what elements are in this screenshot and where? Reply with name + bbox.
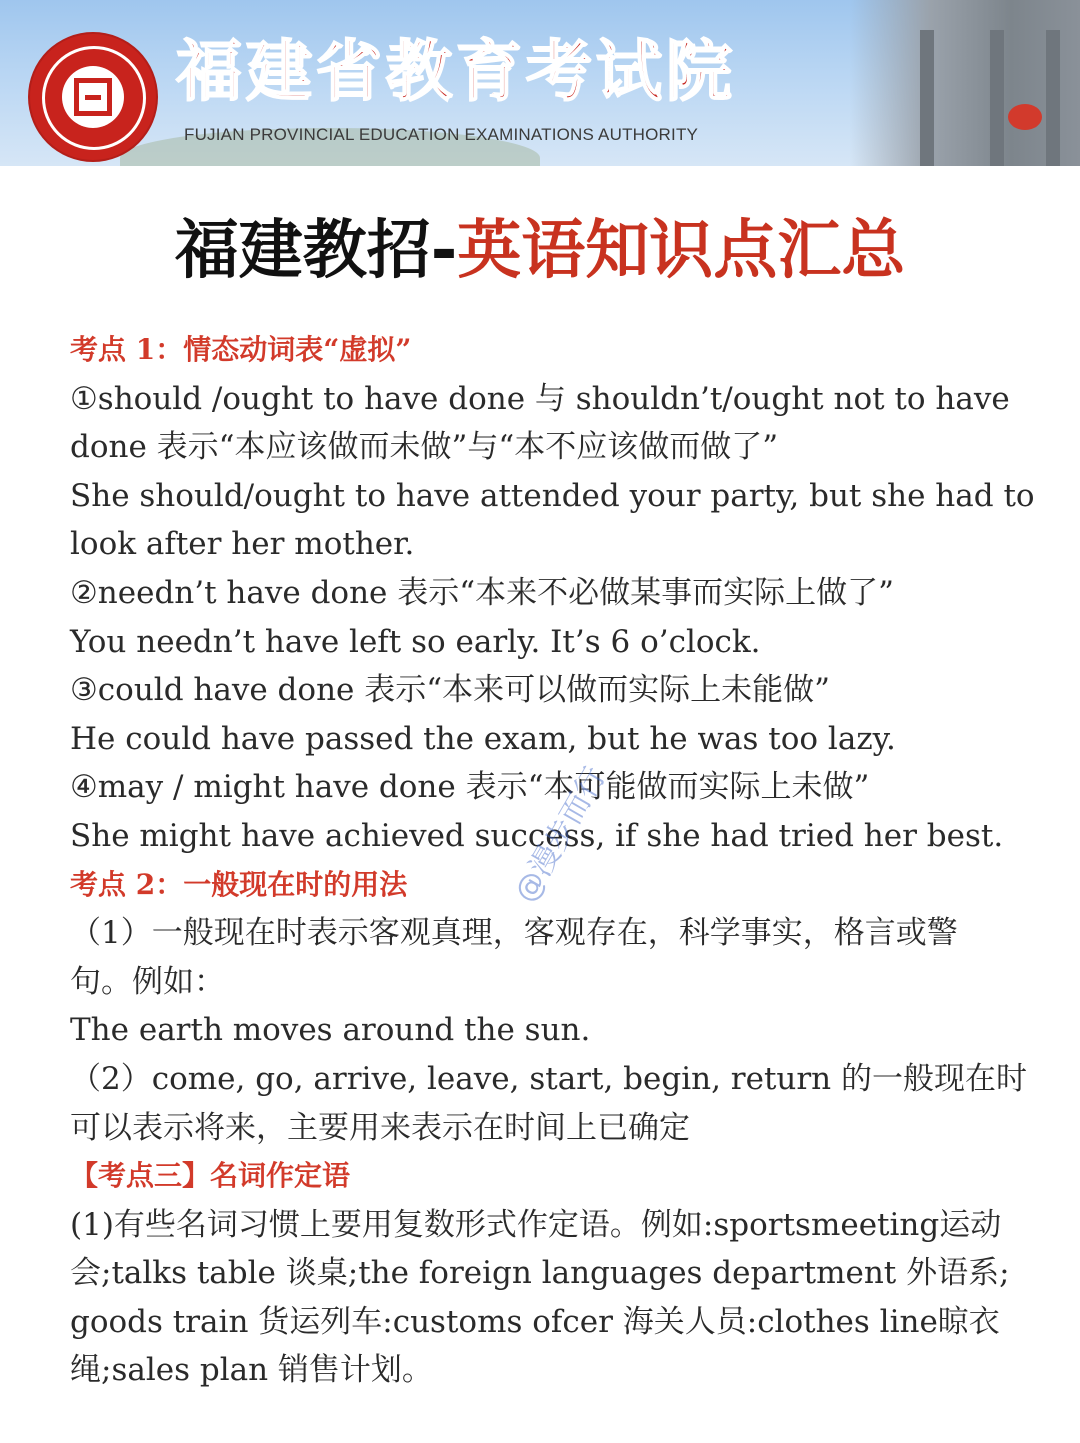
section-heading: 【考点三】名词作定语 — [70, 1159, 351, 1193]
text-line: done 表示“本应该做而未做”与“本不应该做而做了” — [70, 429, 779, 466]
banner-column — [920, 30, 934, 166]
page-title-subject: 英语知识点汇总 — [457, 214, 906, 288]
section-heading: 考点 2：一般现在时的用法 — [70, 867, 408, 901]
authority-seal-logo — [30, 34, 156, 160]
text-line: ①should /ought to have done 与 shouldn’t/ought not to have — [70, 380, 1010, 417]
banner-column — [990, 30, 1004, 166]
example-line: She might have achieved success, if she had tried her best. — [70, 817, 1004, 854]
lantern-icon — [1008, 104, 1042, 130]
text-line: ②needn’t have done 表示“本来不必做某事而实际上做了” — [70, 574, 894, 611]
example-line: You needn’t have left so early. It’s 6 o’clock. — [70, 623, 761, 660]
page-title — [0, 206, 1080, 296]
example-line: She should/ought to have attended your party, but she had to — [70, 477, 1035, 514]
text-line: (1)有些名词习惯上要用复数形式作定语。例如:sportsmeeting运动 — [70, 1206, 1002, 1243]
org-name: 福建省教育考试院 — [176, 33, 736, 110]
section-heading: 考点 1：情态动词表“虚拟” — [70, 333, 412, 366]
watermark: @漫步而行 — [507, 761, 614, 909]
page-title-prefix: 福建教招- — [174, 214, 458, 288]
header-banner — [0, 0, 1080, 166]
text-line: ④may / might have done 表示“本可能做而实际上未做” — [70, 769, 870, 806]
text-line: 会;talks table 谈桌;the foreign languages department 外语系; — [70, 1255, 1010, 1292]
text-line: 可以表示将来，主要用来表示在时间上已确定 — [70, 1109, 690, 1146]
text-line: ③could have done 表示“本来可以做而实际上未能做” — [70, 672, 830, 709]
text-line: goods train 货运列车:customs ofcer 海关人员:clothes line晾衣 — [70, 1303, 1000, 1340]
example-line: He could have passed the exam, but he was too lazy. — [70, 720, 896, 757]
text-line: 句。例如： — [70, 963, 225, 1000]
banner-building-image — [850, 0, 1080, 166]
example-line: look after her mother. — [70, 526, 415, 563]
text-line: （1）一般现在时表示客观真理，客观存在，科学事实，格言或警 — [70, 915, 958, 952]
text-line: 绳;sales plan 销售计划。 — [70, 1352, 433, 1389]
banner-column — [1046, 30, 1060, 166]
example-line: The earth moves around the sun. — [70, 1012, 591, 1049]
text-line: （2）come, go, arrive, leave, start, begin, return 的一般现在时 — [70, 1060, 1028, 1097]
org-name-en: FUJIAN PROVINCIAL EDUCATION EXAMINATIONS AUTHORITY — [184, 125, 699, 144]
